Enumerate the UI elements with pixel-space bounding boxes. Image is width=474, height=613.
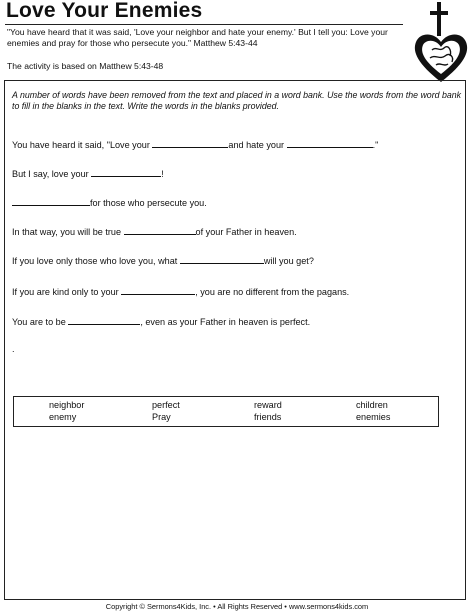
- word-bank-word: enemies: [356, 412, 391, 422]
- word-bank-word: enemy: [49, 412, 77, 422]
- word-bank: [13, 396, 439, 427]
- heart-icon: [415, 35, 467, 83]
- blank-field[interactable]: [12, 196, 90, 206]
- copyright-footer: Copyright © Sermons4Kids, Inc. • All Rights Reserved • www.sermons4kids.com: [105, 602, 369, 611]
- word-bank-word: children: [356, 400, 388, 410]
- sentence-text: In that way, you will be true: [12, 227, 122, 237]
- sentence-2: [12, 167, 462, 179]
- sentence-text: But I say, love your: [12, 169, 89, 179]
- word-bank-word: perfect: [152, 400, 180, 410]
- activity-note: The activity is based on Matthew 5:43-48: [7, 61, 164, 71]
- sentence-text: !: [161, 169, 164, 179]
- blank-field[interactable]: [68, 315, 140, 325]
- blank-field[interactable]: [287, 138, 373, 148]
- sentence-3: [12, 196, 462, 208]
- cross-icon: [430, 2, 448, 36]
- sentence-text: .": [372, 140, 379, 150]
- word-bank-word: friends: [254, 412, 282, 422]
- sentence-6: [12, 285, 462, 297]
- sentence-text: and hate your: [228, 140, 285, 150]
- instructions: A number of words have been removed from the text and placed in a word bank. Use the words from the word bank to fill in the blanks in the text. Write the words in the blanks provided.: [12, 90, 462, 111]
- footer-divider: [4, 599, 466, 600]
- sentence-text: of your Father in heaven.: [195, 227, 297, 237]
- sentence-text: You have heard it said, "Love your: [12, 140, 150, 150]
- sentence-1: [12, 138, 462, 150]
- sentence-text: If you love only those who love you, what: [12, 256, 178, 266]
- blank-field[interactable]: [152, 138, 228, 148]
- sentence-text: , you are no different from the pagans.: [195, 287, 350, 297]
- sentence-text: , even as your Father in heaven is perfect.: [140, 317, 311, 327]
- blank-field[interactable]: [91, 167, 161, 177]
- sentence-4: [12, 225, 462, 237]
- worksheet-box: [4, 80, 466, 600]
- cross-heart-icon: [410, 2, 472, 86]
- sentence-7: [12, 315, 462, 327]
- blank-field[interactable]: [180, 254, 264, 264]
- trailing-dot: .: [12, 344, 15, 354]
- sentence-text: will you get?: [263, 256, 314, 266]
- word-bank-word: neighbor: [49, 400, 85, 410]
- blank-field[interactable]: [124, 225, 196, 235]
- sentence-text: If you are kind only to your: [12, 287, 119, 297]
- scripture-intro: "You have heard that it was said, 'Love your neighbor and hate your enemy.' But I tell you: Love your enemies and pray for those who persecute you." Matthew 5:43-44: [7, 27, 388, 48]
- sentence-5: [12, 254, 462, 266]
- sentence-text: You are to be: [12, 317, 66, 327]
- word-bank-word: reward: [254, 400, 282, 410]
- blank-field[interactable]: [121, 285, 195, 295]
- title-divider: [5, 24, 403, 25]
- sentence-text: for those who persecute you.: [90, 198, 207, 208]
- word-bank-word: Pray: [152, 412, 171, 422]
- page-title: Love Your Enemies: [6, 0, 203, 22]
